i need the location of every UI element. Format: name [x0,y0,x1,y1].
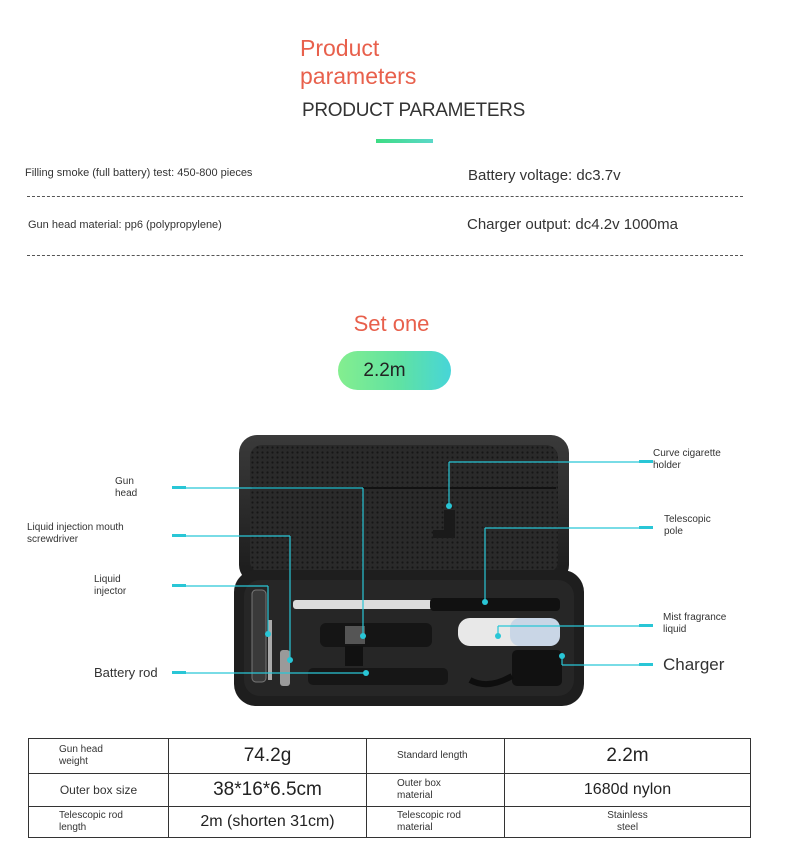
callout-mist-liquid: Mist fragrance liquid [663,612,727,635]
table-cell: 38*16*6.5cm [169,774,367,807]
spec-table [28,738,751,838]
table-cell: Outer box size [29,774,169,807]
param-charger-output: Charger output: dc4.2v 1000ma [467,216,678,233]
table-row [29,807,751,838]
table-cell: Telescopic rod length [29,807,169,838]
table-row [29,774,751,807]
table-cell: 2m (shorten 31cm) [169,807,367,838]
table-cell: 2.2m [505,739,751,774]
case-lid [239,435,569,583]
callout-curve-holder: Curve cigarette holder [653,448,721,471]
callout-charger: Charger [663,655,725,674]
param-battery-voltage: Battery voltage: dc3.7v [468,167,621,184]
case-base [234,570,584,706]
page-subtitle: PRODUCT PARAMETERS [302,100,525,121]
callout-liquid-injector: Liquid injector [94,574,127,597]
callout-telescopic-pole: Telescopic pole [664,514,711,537]
table-cell: Outer box material [367,774,505,807]
table-row [29,739,751,774]
table-cell: Gun head weight [29,739,169,774]
callout-battery-rod: Battery rod [94,665,158,680]
callout-screwdriver: Liquid injection mouth screwdriver [27,522,124,545]
callout-gun-head: Gun head [115,476,138,499]
table-cell: 74.2g [169,739,367,774]
table-cell: 1680d nylon [505,774,751,807]
length-badge-label: 2.2m [363,359,406,381]
table-cell: Standard length [367,739,505,774]
table-cell: Stainless steel [505,807,751,838]
set-title: Set one [353,311,430,336]
param-gun-head-material: Gun head material: pp6 (polypropylene) [28,219,222,231]
page-title: Product parameters [300,35,417,89]
param-filling-smoke: Filling smoke (full battery) test: 450-800 pieces [25,167,253,179]
table-cell: Telescopic rod material [367,807,505,838]
